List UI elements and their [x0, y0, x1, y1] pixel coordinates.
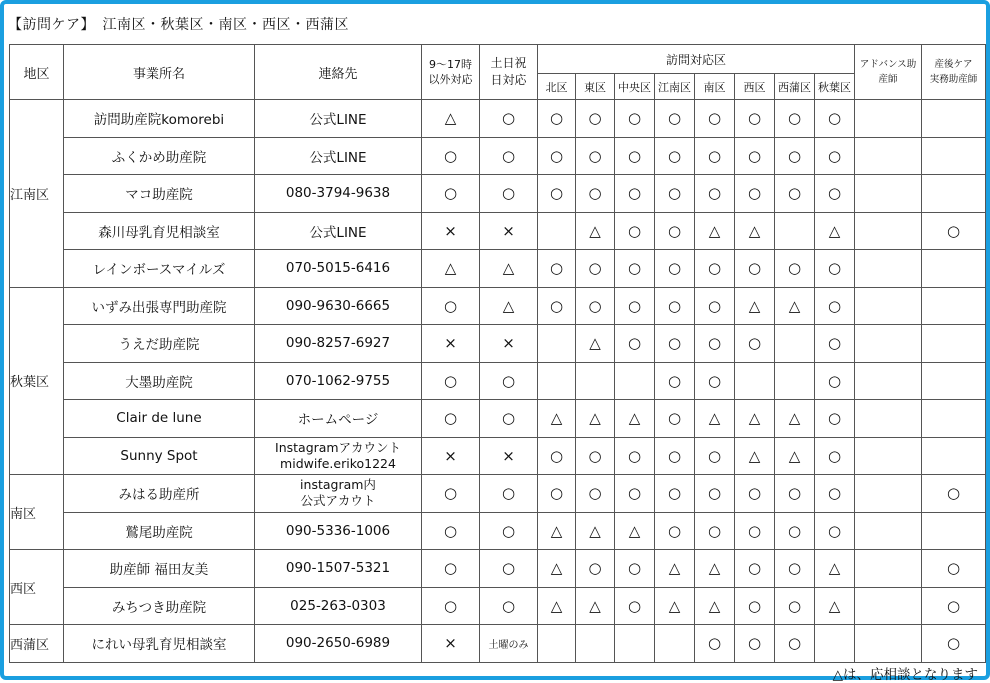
offhours-mark: ○	[422, 362, 480, 400]
office-name: Sunny Spot	[64, 437, 255, 475]
area-mark	[615, 362, 655, 400]
area-mark: ○	[775, 475, 815, 513]
area-mark	[576, 362, 615, 400]
area-mark: ○	[576, 550, 615, 588]
contact-cell	[255, 100, 422, 138]
table-row	[10, 250, 986, 288]
area-mark: △	[815, 212, 855, 250]
area-mark: ○	[615, 587, 655, 625]
area-mark: △	[576, 512, 615, 550]
postpartum-mark	[922, 100, 986, 138]
area-mark: △	[775, 287, 815, 325]
area-mark	[815, 625, 855, 663]
area-mark: ○	[655, 250, 695, 288]
offhours-mark: ○	[422, 137, 480, 175]
area-mark: ○	[615, 100, 655, 138]
postpartum-mark	[922, 137, 986, 175]
contact-cell	[255, 475, 422, 513]
contact-cell	[255, 325, 422, 363]
area-mark: ○	[615, 137, 655, 175]
postpartum-mark	[922, 325, 986, 363]
area-mark: ○	[815, 400, 855, 438]
area-mark: ○	[695, 137, 735, 175]
area-mark: △	[576, 400, 615, 438]
contact-line: 025-263-0303	[290, 597, 386, 614]
district-cell: 西蒲区	[10, 625, 64, 663]
area-mark: ○	[695, 287, 735, 325]
office-name: Clair de lune	[64, 400, 255, 438]
office-name: 訪問助産院komorebi	[64, 100, 255, 138]
advance-mark	[855, 137, 922, 175]
advance-mark	[855, 512, 922, 550]
area-mark: ○	[655, 437, 695, 475]
offhours-mark: ○	[422, 475, 480, 513]
area-mark: △	[695, 587, 735, 625]
advance-mark	[855, 550, 922, 588]
area-mark: ○	[538, 100, 576, 138]
area-mark: ○	[815, 137, 855, 175]
area-mark: ○	[815, 287, 855, 325]
area-mark: ○	[655, 100, 695, 138]
offhours-mark: △	[422, 250, 480, 288]
area-mark: ○	[655, 512, 695, 550]
weekend-mark: ○	[480, 175, 538, 213]
area-mark: ○	[538, 287, 576, 325]
postpartum-mark	[922, 362, 986, 400]
area-mark: △	[735, 287, 775, 325]
area-mark: ○	[655, 175, 695, 213]
contact-cell	[255, 287, 422, 325]
area-mark: ○	[735, 625, 775, 663]
area-mark: △	[815, 587, 855, 625]
table-row	[10, 175, 986, 213]
footnote: △は、応相談となります	[832, 667, 978, 683]
area-mark: ○	[576, 437, 615, 475]
area-mark: △	[655, 587, 695, 625]
contact-line: 070-1062-9755	[285, 372, 391, 389]
postpartum-mark	[922, 250, 986, 288]
area-mark: ○	[735, 550, 775, 588]
area-mark: △	[695, 212, 735, 250]
area-mark: ○	[655, 400, 695, 438]
area-mark: ○	[775, 512, 815, 550]
table-row	[10, 137, 986, 175]
advance-mark	[855, 212, 922, 250]
offhours-mark: ○	[422, 587, 480, 625]
weekend-mark: ×	[480, 212, 538, 250]
weekend-mark: ○	[480, 512, 538, 550]
area-mark: ○	[775, 587, 815, 625]
area-mark: △	[695, 400, 735, 438]
contact-cell	[255, 400, 422, 438]
area-mark: ○	[775, 137, 815, 175]
area-mark	[775, 362, 815, 400]
offhours-mark: ○	[422, 287, 480, 325]
weekend-mark: ○	[480, 100, 538, 138]
area-mark	[576, 625, 615, 663]
area-mark: ○	[735, 100, 775, 138]
contact-line: 090-9630-6665	[285, 297, 391, 314]
advance-mark	[855, 250, 922, 288]
weekend-mark: ×	[480, 437, 538, 475]
advance-mark	[855, 587, 922, 625]
table-row	[10, 437, 986, 475]
area-mark: ○	[695, 437, 735, 475]
area-mark: ○	[735, 475, 775, 513]
area-mark: △	[538, 512, 576, 550]
header-area: 東区	[576, 74, 615, 100]
advance-mark	[855, 400, 922, 438]
area-mark: ○	[695, 175, 735, 213]
header-contact: 連絡先	[255, 45, 422, 100]
area-mark: ○	[695, 250, 735, 288]
contact-line: 090-1507-5321	[285, 560, 391, 577]
weekend-mark: 土曜のみ	[480, 625, 538, 663]
offhours-mark: ○	[422, 400, 480, 438]
area-mark: △	[775, 400, 815, 438]
area-mark: ○	[615, 550, 655, 588]
advance-mark	[855, 325, 922, 363]
area-mark: ○	[655, 137, 695, 175]
contact-line: midwife.eriko1224	[280, 455, 396, 471]
office-name: 大墨助産院	[64, 362, 255, 400]
offhours-mark: ×	[422, 212, 480, 250]
area-mark: ○	[538, 475, 576, 513]
advance-mark	[855, 362, 922, 400]
contact-cell	[255, 212, 422, 250]
header-postpartum-midwife: 産後ケア 実務助産師	[922, 45, 986, 100]
contact-cell	[255, 625, 422, 663]
advance-mark	[855, 475, 922, 513]
weekend-mark: △	[480, 287, 538, 325]
offhours-mark: ○	[422, 175, 480, 213]
area-mark	[615, 625, 655, 663]
header-area: 西区	[735, 74, 775, 100]
area-mark: ○	[615, 475, 655, 513]
weekend-mark: ○	[480, 137, 538, 175]
area-mark: ○	[735, 250, 775, 288]
area-mark: ○	[815, 100, 855, 138]
area-mark: △	[695, 550, 735, 588]
area-mark: ○	[815, 362, 855, 400]
postpartum-mark: ○	[922, 587, 986, 625]
area-mark	[538, 625, 576, 663]
area-mark: △	[538, 587, 576, 625]
area-mark: ○	[695, 625, 735, 663]
area-mark: ○	[695, 512, 735, 550]
area-mark: ○	[695, 325, 735, 363]
table-row	[10, 100, 986, 138]
area-mark: ○	[695, 475, 735, 513]
area-mark: △	[775, 437, 815, 475]
area-mark: ○	[735, 175, 775, 213]
offhours-mark: ○	[422, 550, 480, 588]
area-mark: △	[815, 550, 855, 588]
postpartum-mark	[922, 175, 986, 213]
postpartum-mark: ○	[922, 212, 986, 250]
table-row	[10, 287, 986, 325]
area-mark	[538, 362, 576, 400]
office-name: にれい母乳育児相談室	[64, 625, 255, 663]
district-cell: 江南区	[10, 100, 64, 288]
header-offhours: 9～17時 以外対応	[422, 45, 480, 100]
area-mark	[655, 625, 695, 663]
contact-cell	[255, 137, 422, 175]
area-mark: ○	[615, 325, 655, 363]
weekend-mark: ○	[480, 587, 538, 625]
table-row	[10, 512, 986, 550]
contact-line: 公式LINE	[309, 224, 367, 241]
area-mark	[775, 212, 815, 250]
area-mark: ○	[615, 287, 655, 325]
area-mark: ○	[655, 212, 695, 250]
table-row	[10, 625, 986, 663]
area-mark: △	[615, 512, 655, 550]
offhours-mark: △	[422, 100, 480, 138]
area-mark: △	[576, 587, 615, 625]
table-row	[10, 475, 986, 513]
header-area: 秋葉区	[815, 74, 855, 100]
table-row	[10, 550, 986, 588]
area-mark: ○	[538, 175, 576, 213]
offhours-mark: ×	[422, 325, 480, 363]
area-mark: △	[538, 550, 576, 588]
area-mark: △	[538, 400, 576, 438]
area-mark: ○	[775, 175, 815, 213]
area-mark: ○	[815, 175, 855, 213]
area-mark: ○	[695, 100, 735, 138]
area-mark: ○	[615, 250, 655, 288]
area-mark: ○	[815, 325, 855, 363]
area-mark: △	[576, 212, 615, 250]
contact-line: 090-2650-6989	[285, 635, 391, 652]
area-mark: ○	[655, 287, 695, 325]
contact-line: ホームページ	[297, 412, 379, 429]
office-name: いずみ出張専門助産院	[64, 287, 255, 325]
area-mark: ○	[615, 175, 655, 213]
header-weekend: 土日祝 日対応	[480, 45, 538, 100]
header-office: 事業所名	[64, 45, 255, 100]
advance-mark	[855, 100, 922, 138]
contact-line: 公式LINE	[309, 112, 367, 129]
contact-line: 090-5336-1006	[285, 522, 391, 539]
area-mark: ○	[735, 325, 775, 363]
advance-mark	[855, 287, 922, 325]
postpartum-mark: ○	[922, 550, 986, 588]
area-mark: ○	[815, 512, 855, 550]
header-visit-areas: 訪問対応区	[538, 45, 855, 74]
office-name: レインボースマイルズ	[64, 250, 255, 288]
header-area: 中央区	[615, 74, 655, 100]
table-row	[10, 212, 986, 250]
district-cell: 南区	[10, 475, 64, 550]
contact-line: instagram内	[300, 477, 376, 493]
contact-cell	[255, 437, 422, 475]
area-mark: ○	[615, 212, 655, 250]
page-title: 【訪問ケア】 江南区・秋葉区・南区・西区・西蒲区	[8, 17, 349, 33]
table-row	[10, 400, 986, 438]
contact-cell	[255, 550, 422, 588]
office-name: 森川母乳育児相談室	[64, 212, 255, 250]
area-mark: ○	[815, 250, 855, 288]
weekend-mark: ×	[480, 325, 538, 363]
district-cell: 西区	[10, 550, 64, 625]
contact-line: 公式アカウト	[300, 493, 376, 509]
office-name: うえだ助産院	[64, 325, 255, 363]
area-mark	[775, 325, 815, 363]
area-mark: ○	[775, 625, 815, 663]
area-mark: △	[735, 212, 775, 250]
contact-line: 公式LINE	[309, 149, 367, 166]
table-row	[10, 325, 986, 363]
area-mark: ○	[815, 437, 855, 475]
area-mark: ○	[695, 362, 735, 400]
contact-cell	[255, 250, 422, 288]
postpartum-mark: ○	[922, 625, 986, 663]
office-name: みちつき助産院	[64, 587, 255, 625]
area-mark: △	[735, 400, 775, 438]
postpartum-mark	[922, 437, 986, 475]
contact-line: Instagramアカウント	[275, 439, 401, 455]
area-mark: ○	[576, 137, 615, 175]
area-mark: ○	[615, 437, 655, 475]
header-district: 地区	[10, 45, 64, 100]
contact-line: 070-5015-6416	[285, 260, 391, 277]
area-mark: △	[615, 400, 655, 438]
area-mark: ○	[655, 475, 695, 513]
area-mark: ○	[775, 250, 815, 288]
area-mark: ○	[576, 287, 615, 325]
area-mark: ○	[538, 437, 576, 475]
area-mark: ○	[775, 100, 815, 138]
area-mark: ○	[538, 137, 576, 175]
area-mark: ○	[735, 587, 775, 625]
visit-care-table	[9, 44, 986, 663]
area-mark: ○	[538, 250, 576, 288]
area-mark: ○	[576, 250, 615, 288]
weekend-mark: ○	[480, 550, 538, 588]
advance-mark	[855, 175, 922, 213]
table-row	[10, 587, 986, 625]
postpartum-mark	[922, 287, 986, 325]
postpartum-mark: ○	[922, 475, 986, 513]
header-area: 北区	[538, 74, 576, 100]
office-name: マコ助産院	[64, 175, 255, 213]
header-advance-midwife: アドバンス助産師	[855, 45, 922, 100]
advance-mark	[855, 437, 922, 475]
office-name: みはる助産所	[64, 475, 255, 513]
contact-line: 090-8257-6927	[285, 335, 391, 352]
offhours-mark: ○	[422, 512, 480, 550]
area-mark: ○	[815, 475, 855, 513]
area-mark: ○	[576, 475, 615, 513]
table-row	[10, 362, 986, 400]
office-name: ふくかめ助産院	[64, 137, 255, 175]
advance-mark	[855, 625, 922, 663]
area-mark	[735, 362, 775, 400]
area-mark: ○	[576, 100, 615, 138]
postpartum-mark	[922, 512, 986, 550]
header-area: 江南区	[655, 74, 695, 100]
contact-cell	[255, 175, 422, 213]
area-mark: ○	[655, 325, 695, 363]
area-mark: △	[576, 325, 615, 363]
area-mark	[538, 325, 576, 363]
header-area: 西蒲区	[775, 74, 815, 100]
contact-line: 080-3794-9638	[285, 185, 391, 202]
contact-cell	[255, 512, 422, 550]
area-mark	[538, 212, 576, 250]
office-name: 鷲尾助産院	[64, 512, 255, 550]
area-mark: ○	[576, 175, 615, 213]
contact-cell	[255, 362, 422, 400]
area-mark: ○	[775, 550, 815, 588]
weekend-mark: ○	[480, 475, 538, 513]
area-mark: △	[655, 550, 695, 588]
weekend-mark: ○	[480, 362, 538, 400]
district-cell: 秋葉区	[10, 287, 64, 475]
weekend-mark: △	[480, 250, 538, 288]
postpartum-mark	[922, 400, 986, 438]
weekend-mark: ○	[480, 400, 538, 438]
header-area: 南区	[695, 74, 735, 100]
area-mark: ○	[735, 512, 775, 550]
office-name: 助産師 福田友美	[64, 550, 255, 588]
offhours-mark: ×	[422, 437, 480, 475]
contact-cell	[255, 587, 422, 625]
area-mark: ○	[735, 137, 775, 175]
offhours-mark: ×	[422, 625, 480, 663]
area-mark: △	[735, 437, 775, 475]
area-mark: ○	[655, 362, 695, 400]
